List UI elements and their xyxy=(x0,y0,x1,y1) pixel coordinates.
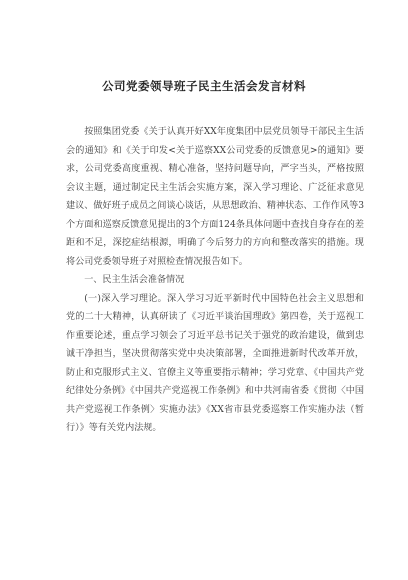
subsection-paragraph: (一)深入学习理论。深入学习习近平新时代中国特色社会主义思想和党的二十大精神，认真研读了《习近平谈治国理政》第四卷，关于巡视工作重要论述，重点学习领会了习近平总书记关于强党的政治建设，做到忠诚干净担当，坚决贯彻落实党中央决策部署，全面推进新时代改革开放，防止和克服形式主义、官僚主义等重要指示精神；学习党章、《中国共产党纪律处分条例》《中国共产党巡视工作条例》和中共河南省委《贯彻〈中国共产党巡视工作条例〉实施办法》《XX省市县党委巡察工作实施办法（暂行）》等有关党内法规。 xyxy=(66,293,364,433)
document-body xyxy=(66,123,364,438)
document-title: 公司党委领导班子民主生活会发言材料 xyxy=(102,79,306,93)
section-heading: 一、民主生活会准备情况 xyxy=(84,275,185,285)
intro-paragraph: 按照集团党委《关于认真开好XX年度集团中层党员领导干部民主生活会的通知》和《关于印发<关于巡察XX公司党委的反馈意见>的通知》要求，公司党委高度重视、精心准备，坚持问题导向，严字当头，严格按照会议主题，通过制定民主生活会实施方案，深入学习理论、广泛征求意见建议、做好班子成员之间谈心谈话，从思想政治、精神状态、工作作风等3个方面和巡察反馈意见提出的3个方面124条具体问题中查找自身存在的差距和不足，深挖症结根源，明确了今后努力的方向和整改落实的措施。现将公司党委领导班子对照检查情况报告如下。 xyxy=(66,127,364,267)
